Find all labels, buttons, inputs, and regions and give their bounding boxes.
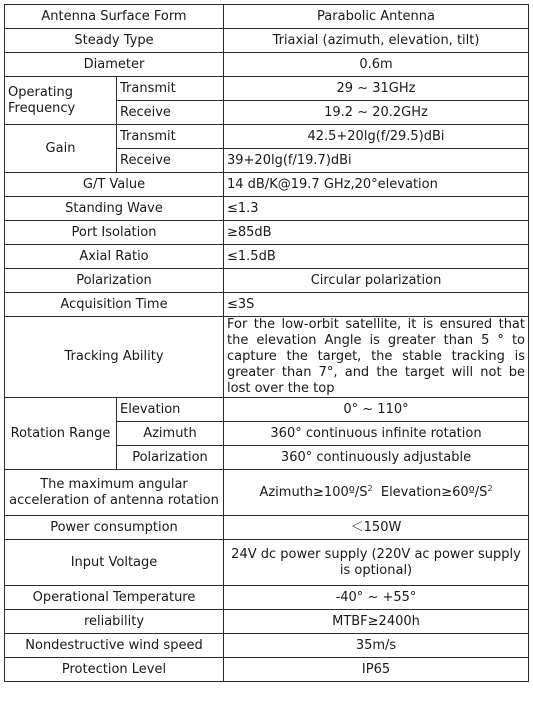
table-row-rotation-elevation bbox=[5, 398, 529, 422]
value-acquisition-time: ≤3S bbox=[224, 293, 529, 317]
table-row-standing-wave bbox=[5, 197, 529, 221]
elevation-exponent: 2 bbox=[487, 483, 493, 493]
label-max-acceleration-line1: The maximum angular bbox=[40, 476, 188, 492]
value-surface-form: Parabolic Antenna bbox=[224, 5, 529, 29]
label-tracking-ability: Tracking Ability bbox=[5, 317, 224, 398]
table-row-max-acceleration bbox=[5, 470, 529, 516]
label-operating-frequency: Operating Frequency bbox=[5, 77, 117, 125]
value-power-consumption: ＜150W bbox=[224, 516, 529, 540]
table-row-operational-temperature bbox=[5, 586, 529, 610]
label-polarization: Polarization bbox=[5, 269, 224, 293]
value-diameter: 0.6m bbox=[224, 53, 529, 77]
value-operational-temperature: -40° ~ +55° bbox=[224, 586, 529, 610]
value-steady-type: Triaxial (azimuth, elevation, tilt) bbox=[224, 29, 529, 53]
label-protection-level: Protection Level bbox=[5, 658, 224, 682]
table-row-gain-transmit bbox=[5, 125, 529, 149]
value-wind-speed: 35m/s bbox=[224, 634, 529, 658]
label-wind-speed: Nondestructive wind speed bbox=[5, 634, 224, 658]
value-gain-transmit: 42.5+20lg(f/29.5)dBi bbox=[224, 125, 529, 149]
value-frequency-receive: 19.2 ~ 20.2GHz bbox=[224, 101, 529, 125]
value-gt-value: 14 dB/K@19.7 GHz,20°elevation bbox=[224, 173, 529, 197]
table-row-gt-value bbox=[5, 173, 529, 197]
value-tracking-ability: For the low-orbit satellite, it is ensured that the elevation Angle is greater than 5 ° to capture the target, the stable tracking is greater than 7°, and the target will not be lost over the top bbox=[224, 317, 529, 398]
value-azimuth-acceleration: Azimuth≥100º/S bbox=[259, 484, 368, 500]
label-frequency-receive: Receive bbox=[117, 101, 224, 125]
label-frequency-transmit: Transmit bbox=[117, 77, 224, 101]
table-row-reliability bbox=[5, 610, 529, 634]
label-max-acceleration bbox=[5, 470, 224, 516]
label-gain-receive: Receive bbox=[117, 149, 224, 173]
table-row-input-voltage bbox=[5, 540, 529, 586]
value-rotation-azimuth: 360° continuous infinite rotation bbox=[224, 422, 529, 446]
label-gain-transmit: Transmit bbox=[117, 125, 224, 149]
label-rotation-elevation: Elevation bbox=[117, 398, 224, 422]
table-row-port-isolation bbox=[5, 221, 529, 245]
table-row-tracking-ability bbox=[5, 317, 529, 398]
label-axial-ratio: Axial Ratio bbox=[5, 245, 224, 269]
value-reliability: MTBF≥2400h bbox=[224, 610, 529, 634]
table-row-polarization bbox=[5, 269, 529, 293]
value-port-isolation: ≥85dB bbox=[224, 221, 529, 245]
label-input-voltage: Input Voltage bbox=[5, 540, 224, 586]
table-row-protection-level bbox=[5, 658, 529, 682]
label-rotation-polarization: Polarization bbox=[117, 446, 224, 470]
label-steady-type: Steady Type bbox=[5, 29, 224, 53]
table-row-wind-speed bbox=[5, 634, 529, 658]
label-diameter: Diameter bbox=[5, 53, 224, 77]
table-row-diameter bbox=[5, 53, 529, 77]
label-reliability: reliability bbox=[5, 610, 224, 634]
value-standing-wave: ≤1.3 bbox=[224, 197, 529, 221]
antenna-spec-table bbox=[4, 4, 529, 682]
value-rotation-polarization: 360° continuously adjustable bbox=[224, 446, 529, 470]
label-gt-value: G/T Value bbox=[5, 173, 224, 197]
azimuth-exponent: 2 bbox=[367, 483, 373, 493]
value-rotation-elevation: 0° ~ 110° bbox=[224, 398, 529, 422]
table-row-axial-ratio bbox=[5, 245, 529, 269]
value-elevation-acceleration: Elevation≥60º/S bbox=[380, 484, 488, 500]
label-surface-form: Antenna Surface Form bbox=[5, 5, 224, 29]
table-row-acquisition-time bbox=[5, 293, 529, 317]
value-protection-level: IP65 bbox=[224, 658, 529, 682]
value-max-acceleration bbox=[224, 470, 529, 516]
value-axial-ratio: ≤1.5dB bbox=[224, 245, 529, 269]
label-rotation-azimuth: Azimuth bbox=[117, 422, 224, 446]
table-row-frequency-transmit bbox=[5, 77, 529, 101]
value-input-voltage: 24V dc power supply (220V ac power supply is optional) bbox=[224, 540, 529, 586]
label-gain: Gain bbox=[5, 125, 117, 173]
value-polarization: Circular polarization bbox=[224, 269, 529, 293]
label-operational-temperature: Operational Temperature bbox=[5, 586, 224, 610]
label-power-consumption: Power consumption bbox=[5, 516, 224, 540]
value-frequency-transmit: 29 ~ 31GHz bbox=[224, 77, 529, 101]
label-port-isolation: Port Isolation bbox=[5, 221, 224, 245]
table-row-surface-form bbox=[5, 5, 529, 29]
table-row-steady-type bbox=[5, 29, 529, 53]
table-row-power-consumption bbox=[5, 516, 529, 540]
label-acquisition-time: Acquisition Time bbox=[5, 293, 224, 317]
label-max-acceleration-line2: acceleration of antenna rotation bbox=[9, 492, 219, 508]
label-standing-wave: Standing Wave bbox=[5, 197, 224, 221]
value-gain-receive: 39+20lg(f/19.7)dBi bbox=[224, 149, 529, 173]
label-rotation-range: Rotation Range bbox=[5, 398, 117, 470]
